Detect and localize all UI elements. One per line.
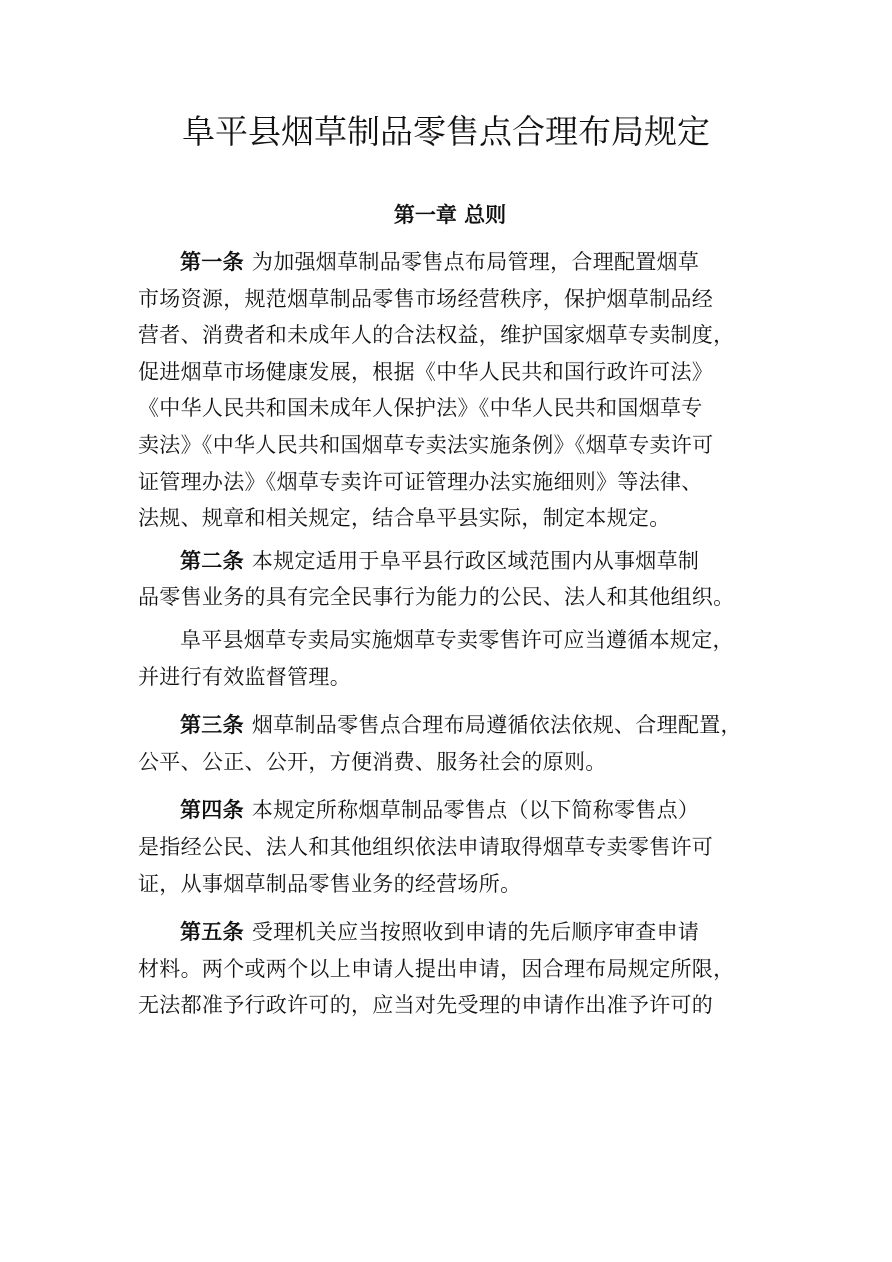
paragraph-article-4 xyxy=(138,792,770,902)
paragraph-line: 促进烟草市场健康发展，根据《中华人民共和国行政许可法》 xyxy=(138,359,714,384)
paragraph-line: 证，从事烟草制品零售业务的经营场所。 xyxy=(138,871,522,896)
paragraph-line: 无法都准予行政许可的，应当对先受理的申请作出准予许可的 xyxy=(138,993,714,1018)
paragraph-line: 法规、规章和相关规定，结合阜平县实际，制定本规定。 xyxy=(138,506,671,531)
paragraph-line: 受理机关应当按照收到申请的先后顺序审查申请 xyxy=(251,920,700,945)
paragraph-line: 市场资源，规范烟草制品零售市场经营秩序，保护烟草制品经 xyxy=(138,286,714,311)
paragraph-line: 本规定适用于阜平县行政区域范围内从事烟草制 xyxy=(251,548,700,573)
article-number: 第三条 xyxy=(180,713,244,738)
article-number: 第五条 xyxy=(180,920,244,945)
paragraph-article-1 xyxy=(138,244,770,537)
article-number: 第二条 xyxy=(180,548,244,573)
document-body xyxy=(138,244,770,1024)
paragraph-article-5 xyxy=(138,914,770,1024)
article-number: 第四条 xyxy=(180,798,244,823)
paragraph-line: 营者、消费者和未成年人的合法权益，维护国家烟草专卖制度， xyxy=(138,323,735,348)
article-number: 第一条 xyxy=(180,250,244,274)
paragraph-line: 卖法》《中华人民共和国烟草专卖法实施条例》《烟草专卖许可 xyxy=(138,432,714,457)
paragraph-line: 并进行有效监督管理。 xyxy=(138,664,351,689)
paragraph-line: 是指经公民、法人和其他组织依法申请取得烟草专卖零售许可 xyxy=(138,834,714,859)
paragraph-line: 品零售业务的具有完全民事行为能力的公民、法人和其他组织。 xyxy=(138,585,735,610)
paragraph-line: 为加强烟草制品零售点布局管理，合理配置烟草 xyxy=(251,250,700,274)
chapter-heading: 第一章 总则 xyxy=(393,203,507,227)
paragraph-line: 烟草制品零售点合理布局遵循依法依规、合理配置， xyxy=(251,713,742,738)
paragraph-article-2-cont xyxy=(138,622,770,695)
paragraph-article-2 xyxy=(138,543,770,616)
paragraph-line: 材料。两个或两个以上申请人提出申请，因合理布局规定所限， xyxy=(138,956,735,981)
paragraph-line: 证管理办法》《烟草专卖许可证管理办法实施细则》等法律、 xyxy=(138,469,703,494)
paragraph-line: 阜平县烟草专卖局实施烟草专卖零售许可应当遵循本规定， xyxy=(180,627,734,652)
paragraph-line: 公平、公正、公开，方便消费、服务社会的原则。 xyxy=(138,749,607,774)
paragraph-line: 《中华人民共和国未成年人保护法》《中华人民共和国烟草专 xyxy=(138,396,703,421)
paragraph-article-3 xyxy=(138,707,770,780)
paragraph-line: 本规定所称烟草制品零售点（以下简称零售点） xyxy=(251,798,700,823)
document-title: 阜平县烟草制品零售点合理布局规定 xyxy=(182,112,710,151)
